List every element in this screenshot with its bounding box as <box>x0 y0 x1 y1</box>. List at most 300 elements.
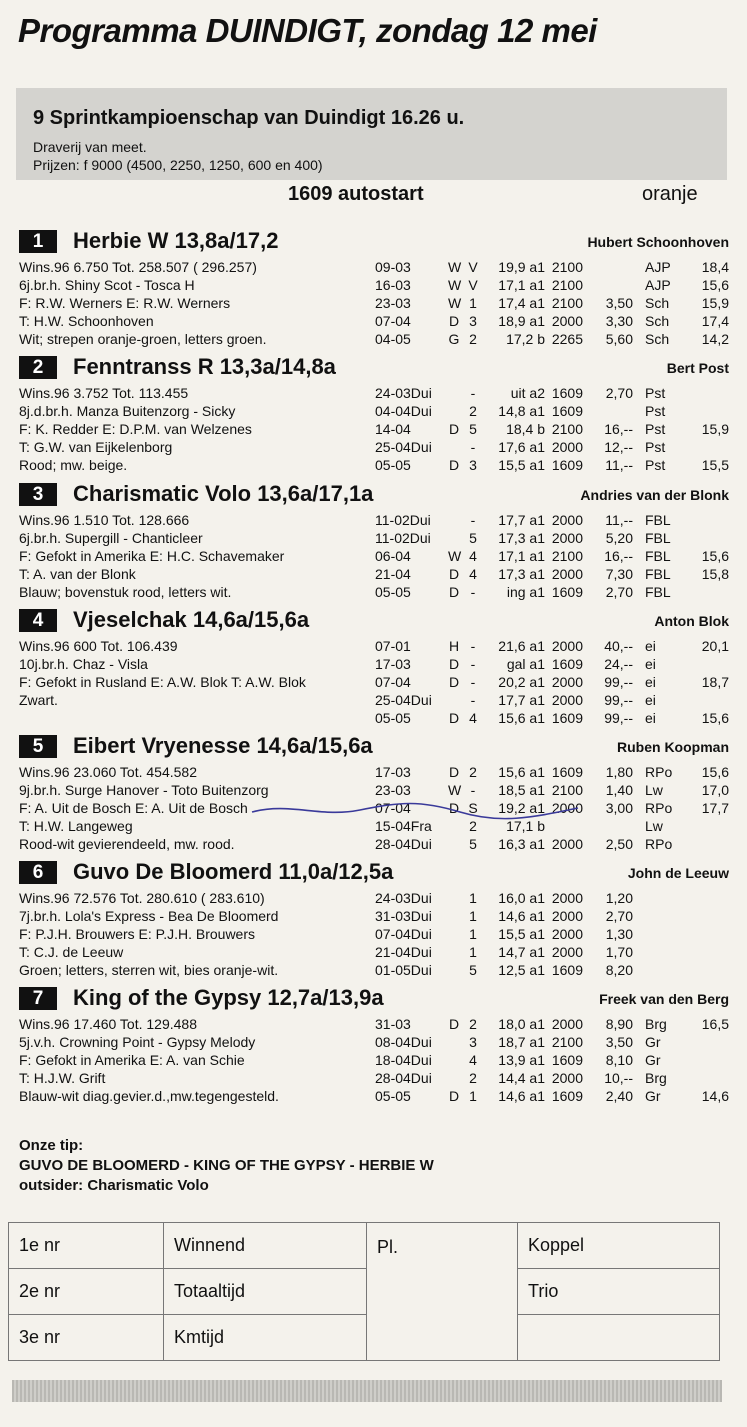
race-time: 14,6 a1 <box>498 1088 545 1104</box>
race-result-row <box>17 637 729 655</box>
race-time: 19,9 a1 <box>498 259 545 275</box>
race-track: D <box>448 800 460 816</box>
horse-driver: Ruben Koopman <box>617 739 729 755</box>
race-time: 15,5 a1 <box>498 457 545 473</box>
race-date: 05-05 <box>375 457 411 473</box>
race-driver: Brg <box>645 1016 667 1032</box>
pen-scribble <box>250 798 580 820</box>
race-odds: 8,20 <box>605 962 633 978</box>
race-odds: 8,10 <box>605 1052 633 1068</box>
race-date: 01-05Dui <box>375 962 432 978</box>
race-odds: 99,-- <box>604 710 633 726</box>
race-time: 17,1 b <box>506 818 545 834</box>
race-place: - <box>470 656 476 672</box>
race-place: 2 <box>469 331 477 347</box>
race-date: 23-03 <box>375 295 411 311</box>
horse-number: 1 <box>19 230 57 253</box>
horse-entry <box>17 859 729 980</box>
race-time: 12,5 a1 <box>498 962 545 978</box>
race-record: 20,1 <box>701 638 729 654</box>
race-place: - <box>470 638 476 654</box>
horse-number: 4 <box>19 609 57 632</box>
horse-number: 2 <box>19 356 57 379</box>
race-record: 14,2 <box>701 331 729 347</box>
race-date: 07-04 <box>375 674 411 690</box>
race-result-row <box>17 529 729 547</box>
race-date: 23-03 <box>375 782 411 798</box>
race-place: 2 <box>469 1016 477 1032</box>
race-place: V <box>468 277 478 293</box>
horse-driver: Freek van den Berg <box>599 991 729 1007</box>
horse-driver: Bert Post <box>666 360 729 376</box>
race-date: 04-04Dui <box>375 403 432 419</box>
race-place: 5 <box>469 962 477 978</box>
race-odds: 1,30 <box>605 926 633 942</box>
race-distance: 1609 <box>551 962 583 978</box>
horse-number: 5 <box>19 735 57 758</box>
horse-info-line: T: A. van der Blonk <box>19 566 136 582</box>
race-result-row <box>17 583 729 601</box>
race-odds: 8,90 <box>605 1016 633 1032</box>
race-result-row <box>17 1069 729 1087</box>
race-odds: 12,-- <box>604 439 633 455</box>
race-date: 14-04 <box>375 421 411 437</box>
race-place: 2 <box>469 403 477 419</box>
horse-number: 7 <box>19 987 57 1010</box>
race-time: 17,7 a1 <box>498 512 545 528</box>
horse-info-line: Wins.96 600 Tot. 106.439 <box>19 638 178 654</box>
bet-form-place[interactable]: Pl. <box>367 1223 518 1361</box>
horse-info-line: 7j.br.h. Lola's Express - Bea De Bloomerd <box>19 908 279 924</box>
race-time: 15,6 a1 <box>498 710 545 726</box>
race-track: G <box>448 331 460 347</box>
race-place: 1 <box>469 890 477 906</box>
race-distance: 2000 <box>551 512 583 528</box>
race-odds: 99,-- <box>604 692 633 708</box>
race-result-row <box>17 312 729 330</box>
race-date: 09-03 <box>375 259 411 275</box>
race-record: 17,4 <box>701 313 729 329</box>
race-place: 2 <box>469 764 477 780</box>
race-record: 15,5 <box>701 457 729 473</box>
race-distance: 2000 <box>551 908 583 924</box>
race-time: 17,3 a1 <box>498 530 545 546</box>
race-track: D <box>448 1088 460 1104</box>
race-distance: 2000 <box>551 1016 583 1032</box>
race-driver: ei <box>645 692 656 708</box>
race-date: 28-04Dui <box>375 836 432 852</box>
race-place: 1 <box>469 1088 477 1104</box>
race-track: W <box>448 782 462 798</box>
race-title: 9 Sprintkampioenschap van Duindigt 16.26 u. <box>33 107 465 129</box>
race-distance: 1609 <box>551 457 583 473</box>
horse-info-line: Wins.96 17.460 Tot. 129.488 <box>19 1016 197 1032</box>
race-result-row <box>17 961 729 979</box>
horse-info-line: Wins.96 72.576 Tot. 280.610 ( 283.610) <box>19 890 265 906</box>
race-result-row <box>17 691 729 709</box>
horse-entry <box>17 733 729 854</box>
race-date: 18-04Dui <box>375 1052 432 1068</box>
horse-name: Herbie W 13,8a/17,2 <box>73 228 279 253</box>
race-date: 17-03 <box>375 764 411 780</box>
horse-entry <box>17 228 729 349</box>
race-place: S <box>468 800 478 816</box>
race-odds: 5,60 <box>605 331 633 347</box>
horse-driver: Andries van der Blonk <box>580 487 729 503</box>
bet-form-empty-cell[interactable] <box>518 1315 720 1361</box>
race-distance: 1609 <box>551 710 583 726</box>
race-odds: 5,20 <box>605 530 633 546</box>
horse-info-line: T: G.W. van Eijkelenborg <box>19 439 173 455</box>
race-place: 1 <box>469 908 477 924</box>
horse-info-line: Groen; letters, sterren wit, bies oranje-wit. <box>19 962 279 978</box>
race-result-row <box>17 925 729 943</box>
race-result-row <box>17 1033 729 1051</box>
race-driver: Sch <box>645 295 670 311</box>
race-place: - <box>470 782 476 798</box>
race-place: V <box>468 259 478 275</box>
race-distance: 2100 <box>551 421 583 437</box>
race-place: 1 <box>469 944 477 960</box>
race-place: 5 <box>469 421 477 437</box>
race-result-row <box>17 889 729 907</box>
race-place: 3 <box>469 457 477 473</box>
horse-name: King of the Gypsy 12,7a/13,9a <box>73 985 384 1010</box>
race-time: 17,4 a1 <box>498 295 545 311</box>
race-place: - <box>470 512 476 528</box>
race-time: 21,6 a1 <box>498 638 545 654</box>
race-date: 07-04 <box>375 313 411 329</box>
race-place: - <box>470 674 476 690</box>
race-time: 13,9 a1 <box>498 1052 545 1068</box>
horse-name: Vjeselchak 14,6a/15,6a <box>73 607 310 632</box>
horse-name: Eibert Vryenesse 14,6a/15,6a <box>73 733 373 758</box>
race-distance: 1609 <box>551 584 583 600</box>
bottom-bar <box>12 1380 722 1402</box>
race-date: 16-03 <box>375 277 411 293</box>
bet-form-trio[interactable]: Trio <box>518 1269 720 1315</box>
race-date: 11-02Dui <box>375 512 431 528</box>
race-distance: 1609 <box>551 1052 583 1068</box>
race-driver: Pst <box>645 421 666 437</box>
race-record: 15,9 <box>701 295 729 311</box>
race-distance: 2000 <box>551 836 583 852</box>
race-date: 24-03Dui <box>375 890 432 906</box>
race-result-row <box>17 1051 729 1069</box>
bet-form-kmtijd[interactable]: Kmtijd <box>164 1315 367 1361</box>
race-driver: Pst <box>645 439 666 455</box>
race-result-row <box>17 1087 729 1105</box>
race-date: 05-05 <box>375 1088 411 1104</box>
race-time: 14,7 a1 <box>498 944 545 960</box>
race-distance: 2000 <box>551 638 583 654</box>
race-result-row <box>17 276 729 294</box>
bet-form-place-2: 2e nr <box>9 1269 164 1315</box>
race-date: 25-04Dui <box>375 439 432 455</box>
race-place: 4 <box>469 566 477 582</box>
race-time: 15,6 a1 <box>498 764 545 780</box>
race-distance: 2100 <box>551 277 583 293</box>
race-record: 15,6 <box>701 548 729 564</box>
race-driver: FBL <box>645 512 671 528</box>
race-driver: Gr <box>645 1088 661 1104</box>
horse-number: 3 <box>19 483 57 506</box>
horse-entry <box>17 481 729 602</box>
horse-info-line: 8j.d.br.h. Manza Buitenzorg - Sicky <box>19 403 236 419</box>
horse-info-line: F: Gefokt in Rusland E: A.W. Blok T: A.W. Blok <box>19 674 306 690</box>
race-place: - <box>470 439 476 455</box>
race-result-row <box>17 907 729 925</box>
race-result-row <box>17 763 729 781</box>
horse-info-line: Wins.96 1.510 Tot. 128.666 <box>19 512 190 528</box>
race-record: 18,7 <box>701 674 729 690</box>
horse-info-line: F: P.J.H. Brouwers E: P.J.H. Brouwers <box>19 926 256 942</box>
race-driver: AJP <box>645 277 671 293</box>
horse-info-line: F: A. Uit de Bosch E: A. Uit de Bosch <box>19 800 248 816</box>
race-distance: 1609 <box>551 385 583 401</box>
race-result-row <box>17 330 729 348</box>
bet-form-koppel[interactable]: Koppel <box>518 1223 720 1269</box>
race-driver: Brg <box>645 1070 667 1086</box>
horse-info-line: Rood; mw. beige. <box>19 457 128 473</box>
horse-info-line: Wins.96 3.752 Tot. 113.455 <box>19 385 189 401</box>
horse-info-line: 10j.br.h. Chaz - Visla <box>19 656 148 672</box>
race-track: D <box>448 674 460 690</box>
race-track: D <box>448 656 460 672</box>
race-result-row <box>17 456 729 474</box>
race-driver: Pst <box>645 385 666 401</box>
race-odds: 7,30 <box>605 566 633 582</box>
race-track: D <box>448 1016 460 1032</box>
race-date: 17-03 <box>375 656 411 672</box>
race-date: 06-04 <box>375 548 411 564</box>
race-time: 17,1 a1 <box>498 548 545 564</box>
bet-form <box>8 1222 720 1361</box>
race-time: 19,2 a1 <box>498 800 545 816</box>
horse-name: Fenntranss R 13,3a/14,8a <box>73 354 336 379</box>
horse-info-line: Blauw-wit diag.gevier.d.,mw.tegengesteld. <box>19 1088 279 1104</box>
race-result-row <box>17 402 729 420</box>
race-time: ing a1 <box>506 584 545 600</box>
race-time: 18,7 a1 <box>498 1034 545 1050</box>
horse-entry <box>17 354 729 475</box>
race-driver: ei <box>645 638 656 654</box>
race-record: 15,6 <box>701 710 729 726</box>
race-place: 3 <box>469 1034 477 1050</box>
bet-form-totaaltijd[interactable]: Totaaltijd <box>164 1269 367 1315</box>
race-record: 18,4 <box>701 259 729 275</box>
race-place: 1 <box>469 926 477 942</box>
race-track: H <box>448 638 460 654</box>
race-time: 17,2 b <box>506 331 545 347</box>
horse-info-line: Zwart. <box>19 692 58 708</box>
race-time: 17,3 a1 <box>498 566 545 582</box>
horse-info-line: F: K. Redder E: D.P.M. van Welzenes <box>19 421 252 437</box>
horse-info-line: 9j.br.h. Surge Hanover - Toto Buitenzorg <box>19 782 269 798</box>
race-track: D <box>448 710 460 726</box>
race-distance: 2000 <box>551 692 583 708</box>
race-track: W <box>448 548 462 564</box>
horse-driver: John de Leeuw <box>627 865 729 881</box>
race-driver: Pst <box>645 403 666 419</box>
race-driver: FBL <box>645 530 671 546</box>
race-odds: 2,50 <box>605 836 633 852</box>
race-place: 2 <box>469 818 477 834</box>
race-date: 24-03Dui <box>375 385 432 401</box>
race-distance: 1609 <box>551 656 583 672</box>
horse-info-line: Wins.96 23.060 Tot. 454.582 <box>19 764 197 780</box>
race-place: - <box>470 385 476 401</box>
race-distance: 2000 <box>551 313 583 329</box>
race-odds: 1,40 <box>605 782 633 798</box>
race-date: 21-04 <box>375 566 411 582</box>
race-distance: 2000 <box>551 800 583 816</box>
race-place: - <box>470 584 476 600</box>
horse-info-line: T: H.J.W. Grift <box>19 1070 106 1086</box>
race-odds: 3,50 <box>605 295 633 311</box>
race-place: 5 <box>469 530 477 546</box>
race-time: 14,4 a1 <box>498 1070 545 1086</box>
race-driver: AJP <box>645 259 671 275</box>
race-distance: 1609 autostart <box>288 183 424 205</box>
race-track: D <box>448 457 460 473</box>
horse-info-line: 6j.br.h. Shiny Scot - Tosca H <box>19 277 195 293</box>
race-record: 17,7 <box>701 800 729 816</box>
race-odds: 2,70 <box>605 584 633 600</box>
race-result-row <box>17 943 729 961</box>
race-driver: Sch <box>645 313 670 329</box>
race-time: 20,2 a1 <box>498 674 545 690</box>
race-result-row <box>17 258 729 276</box>
race-place: - <box>470 692 476 708</box>
race-prizes: Prijzen: f 9000 (4500, 2250, 1250, 600 en 400) <box>33 157 323 173</box>
race-type: Draverij van meet. <box>33 139 147 155</box>
race-time: 17,1 a1 <box>498 277 545 293</box>
horse-info-line: Wit; strepen oranje-groen, letters groen. <box>19 331 267 347</box>
race-odds: 3,00 <box>605 800 633 816</box>
race-date: 04-05 <box>375 331 411 347</box>
race-distance: 2100 <box>551 295 583 311</box>
race-time: 18,4 b <box>506 421 545 437</box>
race-time: 16,3 a1 <box>498 836 545 852</box>
race-date: 25-04Dui <box>375 692 432 708</box>
horse-driver: Anton Blok <box>654 613 729 629</box>
race-result-row <box>17 438 729 456</box>
tip-heading: Onze tip: <box>19 1137 84 1154</box>
race-distance: 2000 <box>551 674 583 690</box>
race-time: 14,8 a1 <box>498 403 545 419</box>
horse-info-line: Blauw; bovenstuk rood, letters wit. <box>19 584 232 600</box>
race-distance: 2000 <box>551 566 583 582</box>
race-result-row <box>17 547 729 565</box>
race-place: 4 <box>469 710 477 726</box>
race-place: 4 <box>469 1052 477 1068</box>
race-distance: 2000 <box>551 890 583 906</box>
bet-form-winnend[interactable]: Winnend <box>164 1223 367 1269</box>
race-time: 18,5 a1 <box>498 782 545 798</box>
race-record: 14,6 <box>701 1088 729 1104</box>
race-place: 2 <box>469 1070 477 1086</box>
race-time: 16,0 a1 <box>498 890 545 906</box>
race-odds: 99,-- <box>604 674 633 690</box>
race-time: 15,5 a1 <box>498 926 545 942</box>
race-date: 05-05 <box>375 710 411 726</box>
race-driver: FBL <box>645 566 671 582</box>
horse-name: Guvo De Bloomerd 11,0a/12,5a <box>73 859 394 884</box>
race-result-row <box>17 655 729 673</box>
race-time: 18,9 a1 <box>498 313 545 329</box>
race-odds: 2,70 <box>605 385 633 401</box>
race-distance: 2000 <box>551 1070 583 1086</box>
race-date: 31-03 <box>375 1016 411 1032</box>
race-place: 1 <box>469 295 477 311</box>
horse-info-line: T: H.W. Langeweg <box>19 818 133 834</box>
race-result-row <box>17 420 729 438</box>
race-odds: 16,-- <box>604 421 633 437</box>
race-record: 15,8 <box>701 566 729 582</box>
race-place: 4 <box>469 548 477 564</box>
race-date: 28-04Dui <box>375 1070 432 1086</box>
race-color: oranje <box>642 183 698 205</box>
bet-form-place-3: 3e nr <box>9 1315 164 1361</box>
horse-info-line: Rood-wit gevierendeeld, mw. rood. <box>19 836 235 852</box>
horse-info-line: T: C.J. de Leeuw <box>19 944 124 960</box>
race-distance: 2000 <box>551 926 583 942</box>
race-date: 15-04Fra <box>375 818 432 834</box>
race-distance: 1609 <box>551 403 583 419</box>
race-distance: 1609 <box>551 764 583 780</box>
horse-driver: Hubert Schoonhoven <box>587 234 729 250</box>
race-date: 07-01 <box>375 638 411 654</box>
race-driver: Gr <box>645 1052 661 1068</box>
race-result-row <box>17 709 729 727</box>
race-distance: 2265 <box>551 331 583 347</box>
race-distance: 2000 <box>551 439 583 455</box>
race-odds: 3,30 <box>605 313 633 329</box>
race-odds: 3,50 <box>605 1034 633 1050</box>
race-odds: 11,-- <box>605 457 633 473</box>
race-driver: RPo <box>645 800 673 816</box>
horse-name: Charismatic Volo 13,6a/17,1a <box>73 481 374 506</box>
race-time: 17,6 a1 <box>498 439 545 455</box>
race-driver: Pst <box>645 457 666 473</box>
race-odds: 24,-- <box>604 656 633 672</box>
race-driver: ei <box>645 674 656 690</box>
race-distance: 2000 <box>551 530 583 546</box>
race-date: 05-05 <box>375 584 411 600</box>
horse-info-line: T: H.W. Schoonhoven <box>19 313 154 329</box>
race-time: uit a2 <box>510 385 545 401</box>
race-track: D <box>448 313 460 329</box>
race-odds: 11,-- <box>605 512 633 528</box>
race-time: 14,6 a1 <box>498 908 545 924</box>
race-odds: 1,20 <box>605 890 633 906</box>
race-distance: 2100 <box>551 782 583 798</box>
race-odds: 2,40 <box>605 1088 633 1104</box>
race-distance: 2100 <box>551 1034 583 1050</box>
race-result-row <box>17 294 729 312</box>
race-result-row <box>17 511 729 529</box>
race-odds: 1,80 <box>605 764 633 780</box>
race-result-row <box>17 673 729 691</box>
horse-entry <box>17 607 729 728</box>
race-driver: Lw <box>645 782 663 798</box>
race-odds: 10,-- <box>604 1070 633 1086</box>
race-driver: Sch <box>645 331 670 347</box>
race-odds: 40,-- <box>604 638 633 654</box>
race-distance: 2000 <box>551 944 583 960</box>
race-driver: ei <box>645 656 656 672</box>
